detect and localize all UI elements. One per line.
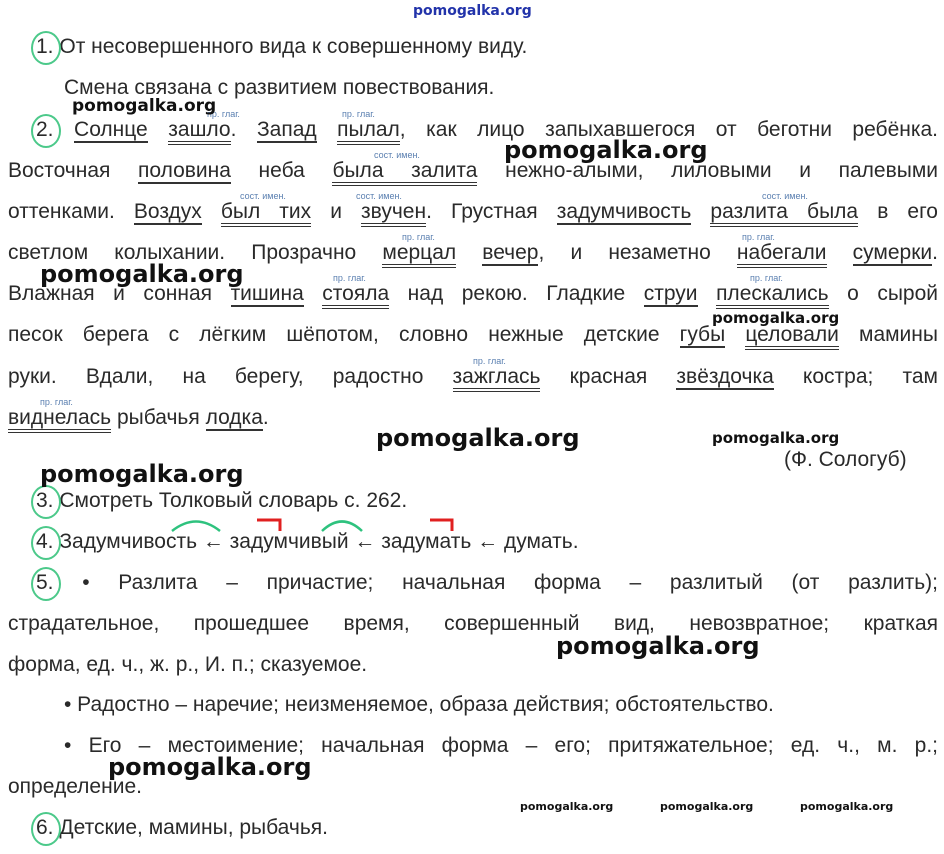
pos-label: пр. глаг. [473, 356, 506, 366]
watermark: pomogalka.org [40, 460, 244, 488]
item-5-line-6: определение. [8, 775, 142, 798]
subject-word: Солнце [74, 118, 148, 141]
pos-label: сост. имен. [762, 191, 808, 201]
predicate-word: стояла [322, 282, 389, 309]
pos-label: пр. глаг. [207, 109, 240, 119]
watermark: pomogalka.org [504, 136, 708, 164]
item-4-text: Задумчивость ← задумчивый ← задумать ← думать. [59, 530, 579, 553]
predicate-word: пылал [337, 118, 400, 145]
item-1-text: От несовершенного вида к совершенному виду. [59, 35, 528, 58]
text: , и незаметно [538, 241, 711, 264]
item-5-line-4: • Радостно – наречие; неизменяемое, образа действия; обстоятельство. [64, 693, 774, 716]
watermark: pomogalka.org [108, 753, 312, 781]
item-5-line-5: • Его – местоимение; начальная форма – его; притяжательное; ед. ч., м. р.; [64, 734, 938, 757]
item-6-text: Детские, мамины, рыбачья. [59, 816, 328, 839]
text: светлом колыхании. Прозрачно [8, 241, 357, 264]
text: и [330, 200, 342, 223]
item-number: 4. [36, 530, 54, 553]
item-5-line-2: страдательное, прошедшее время, совершенный вид, невозвратное; краткая [8, 612, 938, 635]
pos-label: пр. глаг. [342, 109, 375, 119]
watermark: pomogalka.org [520, 800, 614, 813]
item-5-line-1 [36, 570, 938, 596]
text: неба [258, 159, 305, 182]
text: Восточная [8, 159, 111, 182]
item-3-text: Смотреть Толковый словарь с. 262. [59, 489, 408, 512]
text: костра; там [802, 365, 938, 388]
watermark: pomogalka.org [712, 429, 840, 447]
predicate-word: плескались [716, 282, 829, 309]
item-number: 1. [36, 35, 54, 58]
item-5-text: • Разлита – причастие; начальная форма – разлитый (от разлить); [82, 571, 938, 594]
text: мамины [859, 323, 938, 346]
predicate-word: была залита [332, 159, 477, 186]
subject-word: звёздочка [676, 365, 774, 388]
watermark: pomogalka.org [660, 800, 754, 813]
subject-word: задумчивость [556, 200, 692, 223]
subject-word: половина [138, 159, 231, 182]
text: . Грустная [426, 200, 538, 223]
subject-word: вечер [482, 241, 539, 264]
watermark: pomogalka.org [40, 260, 244, 288]
watermark: pomogalka.org [712, 309, 840, 327]
text: оттенками. [8, 200, 115, 223]
item-number: 5. [36, 571, 54, 594]
watermark: pomogalka.org [800, 800, 894, 813]
text: над рекою. Гладкие [407, 282, 626, 305]
watermark: pomogalka.org [376, 424, 580, 452]
item-1-line2: Смена связана с развитием повествования. [64, 76, 495, 99]
text: , как лицо запыхавшегося от беготни ребёнка. [399, 118, 939, 141]
pos-label: пр. глаг. [40, 397, 73, 407]
predicate-word: целовали [745, 323, 839, 350]
text: . [262, 406, 269, 429]
text: нежно-алыми, лиловыми и палевыми [505, 159, 939, 182]
predicate-word: зажглась [453, 365, 541, 392]
pos-label: сост. имен. [356, 191, 402, 201]
pos-label: пр. глаг. [333, 273, 366, 283]
header-watermark: pomogalka.org [413, 3, 532, 19]
author: (Ф. Сологуб) [784, 448, 907, 471]
pos-label: пр. глаг. [750, 273, 783, 283]
text: о сырой [847, 282, 939, 305]
predicate-word: мерцал [382, 241, 456, 268]
text: Влажная и сонная [8, 282, 213, 305]
predicate-word: был тих [221, 200, 311, 227]
predicate-word: зашло [168, 118, 230, 145]
subject-word: Воздух [133, 200, 202, 223]
item-5-line-3: форма, ед. ч., ж. р., И. п.; сказуемое. [8, 653, 368, 676]
punct: . [230, 118, 237, 141]
subject-word: лодка [205, 406, 263, 429]
text: . [932, 241, 938, 264]
watermark: pomogalka.org [556, 632, 760, 660]
text: песок берега с лёгким шёпотом, словно нежные детские [8, 323, 660, 346]
pos-label: пр. глаг. [402, 232, 435, 242]
subject-word: губы [679, 323, 726, 346]
subject-word: сумерки [852, 241, 933, 264]
predicate-word: звучен [361, 200, 426, 227]
item-number: 6. [36, 816, 54, 839]
text: руки. Вдали, на берегу, радостно [8, 365, 424, 388]
text: рыбачья [116, 406, 200, 429]
pos-label: сост. имен. [374, 150, 420, 160]
predicate-word: набегали [737, 241, 827, 268]
item-4 [36, 529, 579, 555]
predicate-word: виднелась [8, 406, 111, 433]
watermark: pomogalka.org [72, 96, 217, 116]
pos-label: пр. глаг. [742, 232, 775, 242]
predicate-word: разлита была [710, 200, 858, 227]
text: красная [569, 365, 648, 388]
pos-label: сост. имен. [240, 191, 286, 201]
item-6 [36, 815, 328, 841]
subject-word: струи [643, 282, 698, 305]
subject-word: Запад [256, 118, 317, 141]
subject-word: тишина [230, 282, 304, 305]
item-number: 3. [36, 489, 54, 512]
item-number: 2. [36, 118, 54, 141]
text: в его [877, 200, 938, 223]
